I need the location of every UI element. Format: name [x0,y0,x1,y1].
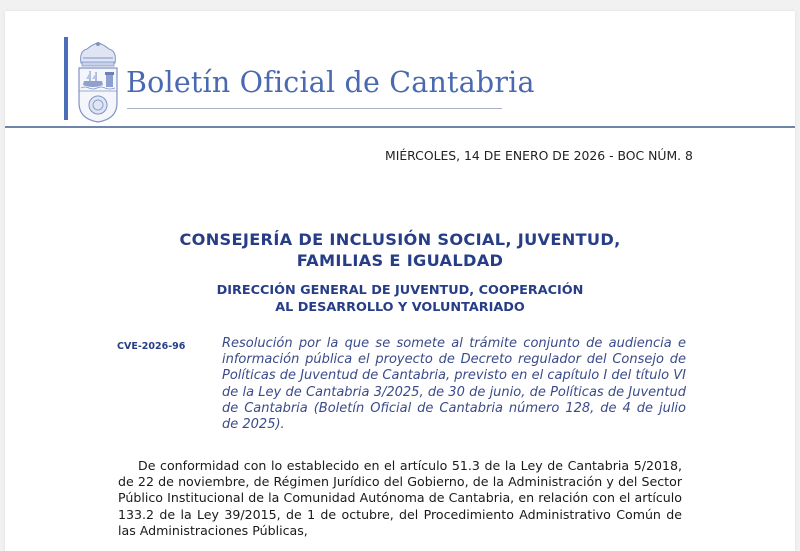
header-separator [5,126,795,128]
issue-date: MIÉRCOLES, 14 DE ENERO DE 2026 - BOC NÚM. 8 [385,148,693,163]
bulletin-title: Boletín Oficial de Cantabria [126,66,535,99]
document-page [5,11,795,551]
consejeria-line-1: CONSEJERÍA DE INCLUSIÓN SOCIAL, JUVENTUD, [179,230,621,249]
direccion-heading [5,283,795,316]
consejeria-heading [5,229,795,271]
resolution-title: Resolución por la que se somete al trámite conjunto de audiencia e información pública el proyecto de Decreto regulador del Consejo de Políticas de Juventud de Cantabria, previsto en el capítulo I del título VI de la Ley de Cantabria 3/2025, de 30 de junio, de Políticas de Juventud de Cantabria (Boletín Oficial de Cantabria número 128, de 4 de julio de 2025). [222,336,686,433]
title-underline [127,108,502,109]
cve-code: CVE-2026-96 [117,341,186,352]
consejeria-line-2: FAMILIAS E IGUALDAD [296,251,504,270]
header-accent-bar [64,37,68,120]
body-paragraph: De conformidad con lo establecido en el artículo 51.3 de la Ley de Cantabria 5/2018, de 22 de noviembre, de Régimen Jurídico del Gobierno, de la Administración y del Sector Público Institucional de la Comunidad Autónoma de Cantabria, en relación con el artículo 133.2 de la Ley 39/2015, de 1 de octubre, del Procedimiento Administrativo Común de las Administraciones Públicas, [118,458,682,538]
coat-of-arms-icon [75,41,121,123]
direccion-line-1: DIRECCIÓN GENERAL DE JUVENTUD, COOPERACIÓN [216,283,584,298]
direccion-line-2: AL DESARROLLO Y VOLUNTARIADO [275,299,525,315]
